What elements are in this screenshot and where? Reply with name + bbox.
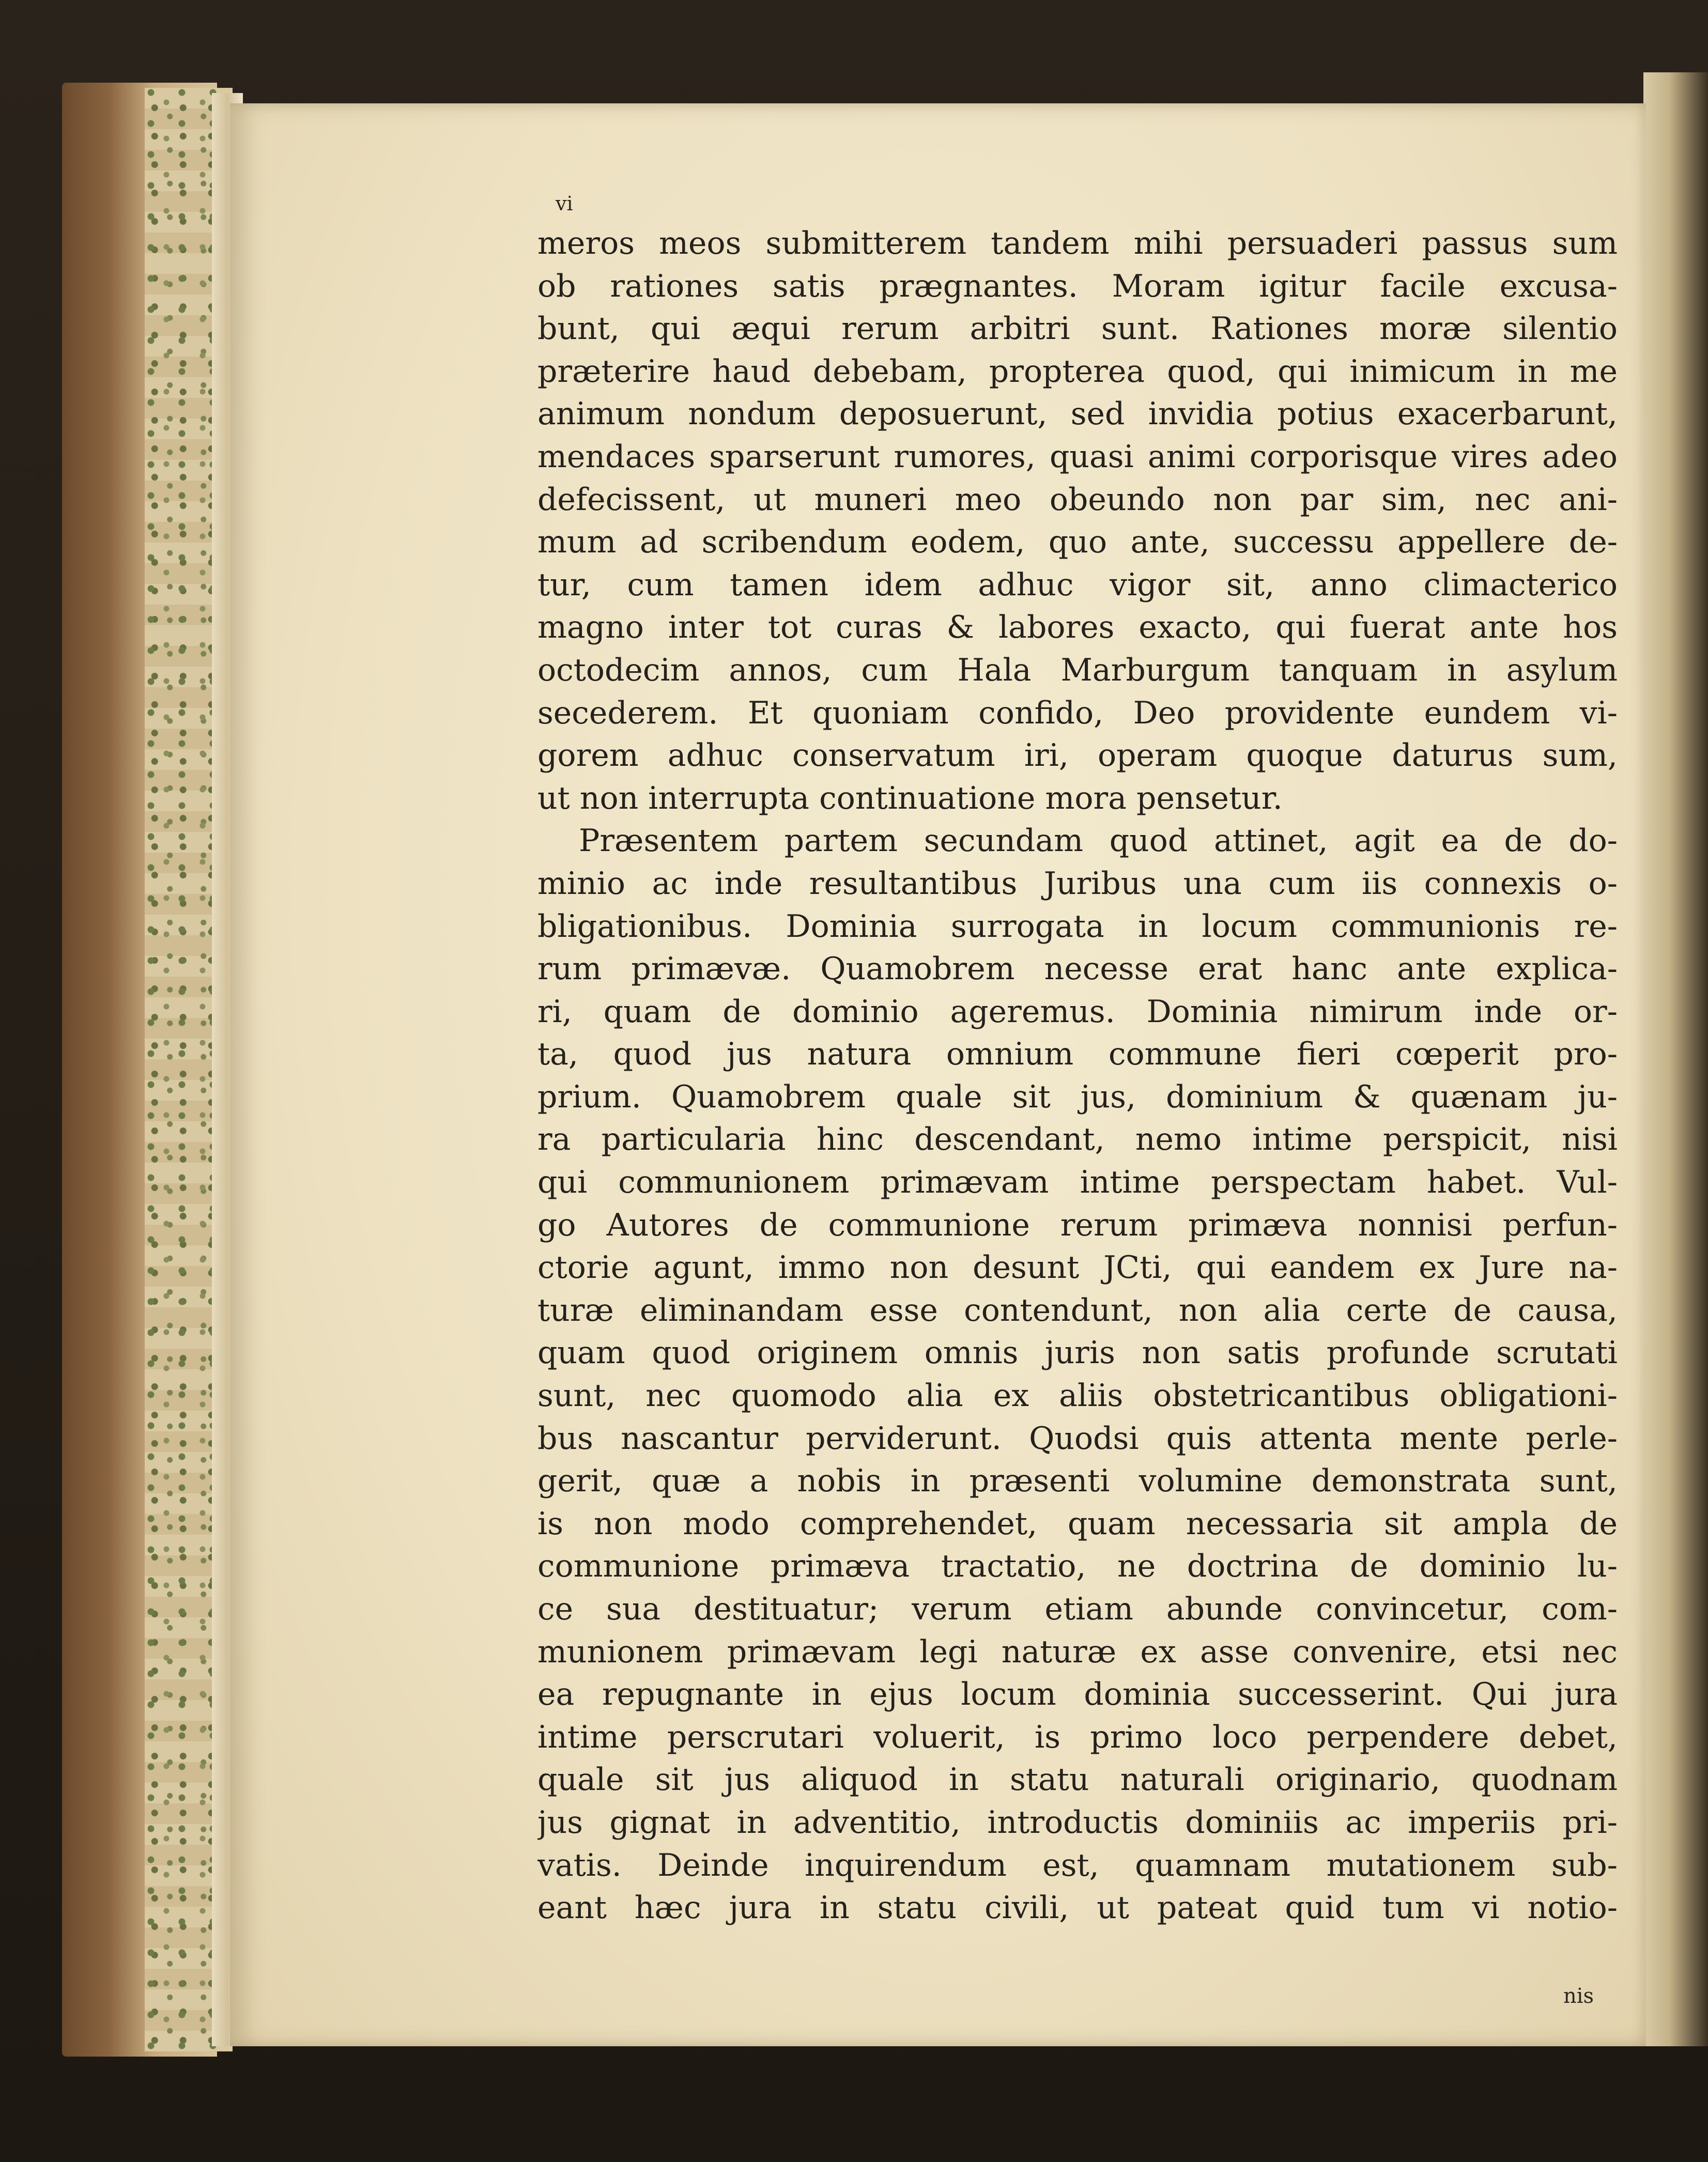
text-line: qui communionem primævam intime perspectam habet. Vul- bbox=[537, 1164, 1618, 1201]
text-line: is non modo comprehendet, quam necessaria sit ampla de bbox=[537, 1505, 1618, 1542]
text-line: communione primæva tractatio, ne doctrina de dominio lu- bbox=[537, 1548, 1618, 1585]
text-line: quale sit jus aliquod in statu naturali originario, quodnam bbox=[537, 1762, 1618, 1798]
text-line: intime perscrutari voluerit, is primo loco perpendere debet, bbox=[537, 1719, 1618, 1755]
text-line: turæ eliminandam esse contendunt, non alia certe de causa, bbox=[537, 1292, 1618, 1329]
text-line: jus gignat in adventitio, introductis dominiis ac imperiis pri- bbox=[537, 1804, 1618, 1841]
text-line: octodecim annos, cum Hala Marburgum tanquam in asylum bbox=[537, 652, 1618, 688]
text-line: ri, quam de dominio ageremus. Dominia nimirum inde or- bbox=[537, 993, 1618, 1030]
text-line: defecissent, ut muneri meo obeundo non par sim, nec ani- bbox=[537, 481, 1618, 518]
text-line: eant hæc jura in statu civili, ut pateat quid tum vi notio- bbox=[537, 1890, 1618, 1926]
text-line: mendaces sparserunt rumores, quasi animi corporisque vires adeo bbox=[537, 438, 1618, 475]
text-line: prium. Quamobrem quale sit jus, dominium & quænam ju- bbox=[537, 1078, 1618, 1115]
text-line: magno inter tot curas & labores exacto, qui fuerat ante hos bbox=[537, 609, 1618, 646]
paragraph-2 bbox=[537, 820, 1618, 1929]
text-line: gorem adhuc conservatum iri, operam quoque daturus sum, bbox=[537, 737, 1618, 774]
text-line: animum nondum deposuerunt, sed invidia potius exacerbarunt, bbox=[537, 396, 1618, 433]
text-line: munionem primævam legi naturæ ex asse convenire, etsi nec bbox=[537, 1633, 1618, 1670]
text-line: ctorie agunt, immo non desunt JCti, qui eandem ex Jure na- bbox=[537, 1249, 1618, 1286]
text-line: minio ac inde resultantibus Juribus una cum iis connexis o- bbox=[537, 865, 1618, 902]
text-line: quam quod originem omnis juris non satis profunde scrutati bbox=[537, 1335, 1618, 1371]
text-line: ob rationes satis prægnantes. Moram igitur facile excusa- bbox=[537, 268, 1618, 304]
text-line: mum ad scribendum eodem, quo ante, successu appellere de- bbox=[537, 524, 1618, 561]
text-line: ra particularia hinc descendant, nemo intime perspicit, nisi bbox=[537, 1121, 1618, 1158]
text-line: rum primævæ. Quamobrem necesse erat hanc ante explica- bbox=[537, 951, 1618, 987]
body-text bbox=[537, 222, 1618, 1929]
text-line: ut non interrupta continuatione mora pensetur. bbox=[537, 780, 1283, 816]
text-line: vatis. Deinde inquirendum est, quamnam mutationem sub- bbox=[537, 1847, 1618, 1883]
text-line: ea repugnante in ejus locum dominia successerint. Qui jura bbox=[537, 1676, 1618, 1713]
text-line: bunt, qui æqui rerum arbitri sunt. Rationes moræ silentio bbox=[537, 311, 1618, 347]
text-line: secederem. Et quoniam confido, Deo providente eundem vi- bbox=[537, 694, 1618, 731]
facing-page-edge bbox=[1643, 72, 1708, 2046]
text-line: meros meos submitterem tandem mihi persuaderi passus sum bbox=[537, 225, 1618, 261]
text-line: bligationibus. Dominia surrogata in locum communionis re- bbox=[537, 908, 1618, 945]
text-line: gerit, quæ a nobis in præsenti volumine demonstrata sunt, bbox=[537, 1463, 1618, 1500]
paragraph-1 bbox=[537, 222, 1618, 820]
text-line: præterire haud debebam, propterea quod, qui inimicum in me bbox=[537, 353, 1618, 390]
text-line: Præsentem partem secundam quod attinet, agit ea de do- bbox=[579, 823, 1618, 859]
text-line: sunt, nec quomodo alia ex aliis obstetricantibus obligationi- bbox=[537, 1378, 1618, 1414]
text-line: ta, quod jus natura omnium commune fieri cœperit pro- bbox=[537, 1036, 1618, 1073]
text-line: tur, cum tamen idem adhuc vigor sit, anno climacterico bbox=[537, 566, 1618, 603]
catchword: nis bbox=[1563, 1984, 1594, 2008]
text-line: bus nascantur perviderunt. Quodsi quis attenta mente perle- bbox=[537, 1420, 1618, 1457]
page-number: vi bbox=[556, 192, 573, 215]
text-line: ce sua destituatur; verum etiam abunde convincetur, com- bbox=[537, 1591, 1618, 1627]
text-line: go Autores de communione rerum primæva nonnisi perfun- bbox=[537, 1207, 1618, 1243]
